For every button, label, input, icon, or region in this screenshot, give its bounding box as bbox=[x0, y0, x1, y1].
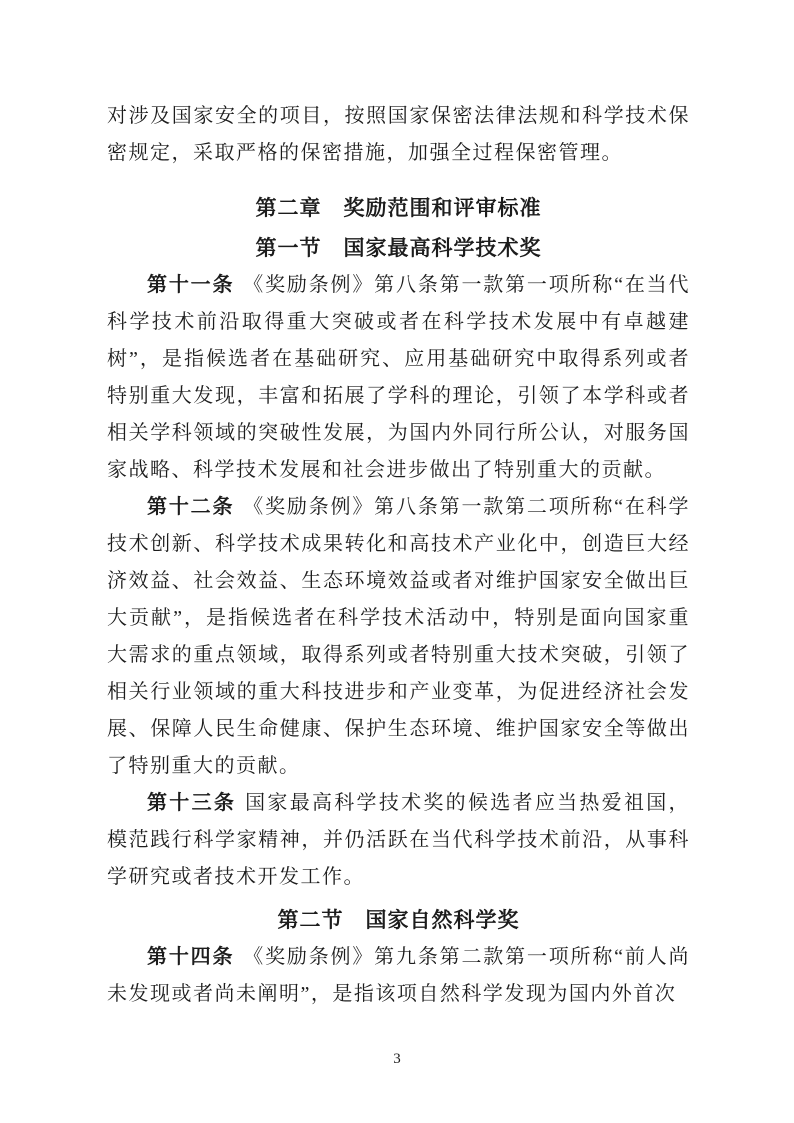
article-label-14: 第十四条 bbox=[147, 946, 235, 968]
article-paragraph-14 bbox=[107, 939, 690, 1013]
intro-paragraph: 对涉及国家安全的项目，按照国家保密法律法规和科学技术保密规定，采取严格的保密措施，加强全过程保密管理。 bbox=[107, 105, 690, 164]
article-paragraph-11 bbox=[107, 267, 690, 489]
article-text-13: 国家最高科学技术奖的候选者应当热爱祖国，模范践行科学家精神，并仍活跃在当代科学技术前沿，从事科学研究或者技术开发工作。 bbox=[107, 792, 691, 888]
article-label-13: 第十三条 bbox=[147, 792, 237, 814]
page-number: 3 bbox=[393, 1051, 401, 1067]
article-text-11: 《奖励条例》第八条第一款第一项所称“在当代科学技术前沿取得重大突破或者在科学技术发展中有卓越建树”，是指候选者在基础研究、应用基础研究中取得系列或者特别重大发现，丰富和拓展了学科的理论，引领了本学科或者相关学科领域的突破性发展，为国内外同行所公认，对服务国家战略、科学技术发展和社会进步做出了特别重大的贡献。 bbox=[107, 274, 690, 481]
article-paragraph-13 bbox=[107, 785, 690, 896]
article-label-11: 第十一条 bbox=[147, 274, 235, 296]
article-label-12: 第十二条 bbox=[147, 496, 235, 518]
article-text-12: 《奖励条例》第八条第一款第二项所称“在科学技术创新、科学技术成果转化和高技术产业化中，创造巨大经济效益、社会效益、生态环境效益或者对维护国家安全做出巨大贡献”，是指候选者在科学技术活动中，特别是面向国家重大需求的重点领域，取得系列或者特别重大技术突破，引领了相关行业领域的重大科技进步和产业变革，为促进经济社会发展、保障人民生命健康、保护生态环境、维护国家安全等做出了特别重大的贡献。 bbox=[107, 496, 690, 777]
page-content bbox=[107, 98, 690, 1013]
article-paragraph-12 bbox=[107, 489, 690, 785]
section-heading-2: 第二节 国家自然科学奖 bbox=[277, 909, 520, 932]
chapter-heading: 第二章 奖励范围和评审标准 bbox=[255, 197, 542, 220]
article-text-14: 《奖励条例》第九条第二款第一项所称“前人尚未发现或者尚未阐明”，是指该项自然科学发现为国内外首次 bbox=[107, 946, 690, 1005]
section-heading-1: 第一节 国家最高科学技术奖 bbox=[255, 237, 542, 260]
